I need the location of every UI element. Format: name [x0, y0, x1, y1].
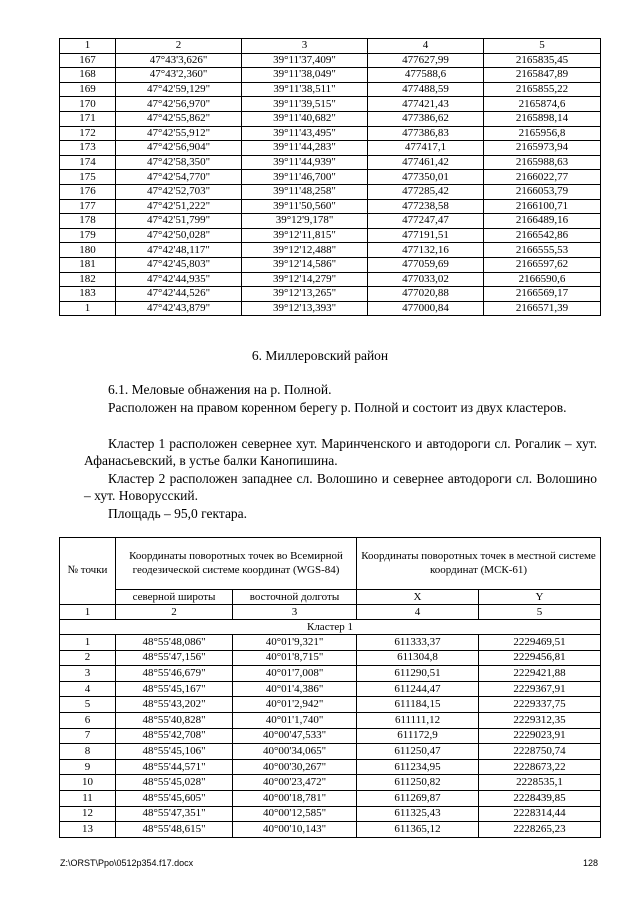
table-cell: 48°55'45,605"	[116, 790, 233, 806]
table-row	[60, 728, 601, 744]
table-row	[60, 635, 601, 651]
table-cell: 40°01'8,715"	[233, 650, 357, 666]
table-row	[60, 666, 601, 682]
table-row	[60, 68, 601, 83]
table-cell: 6	[60, 712, 116, 728]
table-cell: 47°42'52,703"	[116, 184, 242, 199]
table-cell: 48°55'47,156"	[116, 650, 233, 666]
table-cell: 2166597,62	[484, 257, 601, 272]
table-cell: 47°42'59,129"	[116, 82, 242, 97]
table1-body	[60, 39, 601, 316]
table-cell: 5	[60, 697, 116, 713]
table-cell: 39°12'11,815"	[242, 228, 368, 243]
table-cell: 39°12'9,178"	[242, 214, 368, 229]
table-cell: 2166100,71	[484, 199, 601, 214]
table2-subheader-row	[60, 590, 601, 605]
table2-numbering-row	[60, 605, 601, 620]
table-cell: 477461,42	[368, 155, 484, 170]
table-cell: 40°00'47,533"	[233, 728, 357, 744]
page-number: 128	[583, 858, 599, 868]
table-row	[60, 301, 601, 316]
location-paragraph: Расположен на правом коренном берегу р. Полной и состоит из двух кластеров.	[108, 400, 567, 415]
table-row	[60, 228, 601, 243]
table-cell: 611250,82	[357, 775, 479, 791]
table-cell: 477033,02	[368, 272, 484, 287]
table-cell: 1	[60, 635, 116, 651]
table-cell: 40°00'12,585"	[233, 806, 357, 822]
table-cell: 39°11'40,682"	[242, 111, 368, 126]
table2-header-row	[60, 538, 601, 590]
table-cell: 2165847,89	[484, 68, 601, 83]
table-cell: 181	[60, 257, 116, 272]
table-cell: 173	[60, 141, 116, 156]
table-cell: 477247,47	[368, 214, 484, 229]
numbering-cell: 2	[116, 605, 233, 620]
table-cell: 2166555,53	[484, 243, 601, 258]
table-cell: 2166489,16	[484, 214, 601, 229]
table-cell: 47°42'43,879"	[116, 301, 242, 316]
table-cell: 477238,58	[368, 199, 484, 214]
table-cell: 40°01'1,740"	[233, 712, 357, 728]
table-cell: 2229023,91	[479, 728, 601, 744]
table-row	[60, 790, 601, 806]
table-row	[60, 775, 601, 791]
table-cell: 12	[60, 806, 116, 822]
table-cell: 2165898,14	[484, 111, 601, 126]
table-cell: 2229456,81	[479, 650, 601, 666]
table-cell: 7	[60, 728, 116, 744]
table-row	[60, 759, 601, 775]
table-cell: 477285,42	[368, 184, 484, 199]
table-cell: 47°42'44,935"	[116, 272, 242, 287]
table-cell: 40°01'9,321"	[233, 635, 357, 651]
table-cell: 39°12'12,488"	[242, 243, 368, 258]
footer-file-path: Z:\ORST\Ppo\0512p354.f17.docx	[60, 858, 194, 868]
table-cell: 40°00'10,143"	[233, 822, 357, 838]
table-cell: 10	[60, 775, 116, 791]
area-paragraph: Площадь – 95,0 гектара.	[108, 506, 248, 521]
table-cell: 611333,37	[357, 635, 479, 651]
table-cell: 47°43'3,626"	[116, 53, 242, 68]
numbering-cell: 5	[479, 605, 601, 620]
table-cell: 611365,12	[357, 822, 479, 838]
table-cell: 48°55'45,167"	[116, 681, 233, 697]
table-cell: 611250,47	[357, 744, 479, 760]
table-row	[60, 82, 601, 97]
table-cell: 2165835,45	[484, 53, 601, 68]
table-cell: 477191,51	[368, 228, 484, 243]
table-cell: 11	[60, 790, 116, 806]
table-cell: 4	[60, 681, 116, 697]
table-cell: 477386,62	[368, 111, 484, 126]
table-cell: 48°55'45,106"	[116, 744, 233, 760]
table-row	[60, 287, 601, 302]
table-cell: 2165973,94	[484, 141, 601, 156]
table-cell: 477059,69	[368, 257, 484, 272]
coordinates-table-cluster	[59, 537, 601, 838]
wgs-header: Координаты поворотных точек во Всемирной геодезической системе координат (WGS-84)	[116, 538, 357, 590]
table-cell: 2165855,22	[484, 82, 601, 97]
table-cell: 179	[60, 228, 116, 243]
table-cell: 2	[60, 650, 116, 666]
table-cell: 1	[60, 301, 116, 316]
table-cell: 48°55'44,571"	[116, 759, 233, 775]
table-cell: 48°55'46,679"	[116, 666, 233, 682]
table-cell: 477488,59	[368, 82, 484, 97]
table-cell: 611304,8	[357, 650, 479, 666]
table-cell: 611234,95	[357, 759, 479, 775]
table1-header-cell: 2	[116, 39, 242, 54]
table-cell: 178	[60, 214, 116, 229]
table-cell: 39°11'39,515"	[242, 97, 368, 112]
table-cell: 2166569,17	[484, 287, 601, 302]
table-cell: 47°42'54,770"	[116, 170, 242, 185]
table-cell: 2165988,63	[484, 155, 601, 170]
table-cell: 39°12'14,279"	[242, 272, 368, 287]
table-cell: 611244,47	[357, 681, 479, 697]
table-cell: 2229337,75	[479, 697, 601, 713]
table-row	[60, 170, 601, 185]
table-cell: 47°42'51,799"	[116, 214, 242, 229]
table-cell: 2229469,51	[479, 635, 601, 651]
table1-header-cell: 1	[60, 39, 116, 54]
table2-body	[60, 538, 601, 838]
table-cell: 2166542,86	[484, 228, 601, 243]
x-header: X	[357, 590, 479, 605]
msk-header: Координаты поворотных точек в местной системе координат (МСК-61)	[357, 538, 601, 590]
table-row	[60, 681, 601, 697]
table-cell: 47°42'45,803"	[116, 257, 242, 272]
table-cell: 611269,87	[357, 790, 479, 806]
table-cell: 611111,12	[357, 712, 479, 728]
table-cell: 477000,84	[368, 301, 484, 316]
table-cell: 39°12'13,265"	[242, 287, 368, 302]
section-title: 6. Миллеровский район	[251, 348, 389, 363]
table-cell: 2228673,22	[479, 759, 601, 775]
table-row	[60, 744, 601, 760]
table-cell: 47°42'48,117"	[116, 243, 242, 258]
table-cell: 13	[60, 822, 116, 838]
cluster2-paragraph: Кластер 2 расположен западнее сл. Волошино и севернее автодороги сл. Волошино – хут. Новорусский.	[84, 471, 597, 503]
table-cell: 47°42'56,970"	[116, 97, 242, 112]
table-row	[60, 806, 601, 822]
table-cell: 48°55'45,028"	[116, 775, 233, 791]
table-row	[60, 97, 601, 112]
table-row	[60, 141, 601, 156]
table-row	[60, 126, 601, 141]
numbering-cell: 1	[60, 605, 116, 620]
table-cell: 611172,9	[357, 728, 479, 744]
table-cell: 3	[60, 666, 116, 682]
table-cell: 39°11'44,939"	[242, 155, 368, 170]
table-cell: 2228535,1	[479, 775, 601, 791]
table-row	[60, 53, 601, 68]
cluster1-paragraph: Кластер 1 расположен севернее хут. Маринченского и автодороги сл. Рогалик – хут. Афанасьевский, в устье балки Канопишина.	[84, 436, 597, 468]
table-cell: 2229312,35	[479, 712, 601, 728]
table-cell: 39°12'14,586"	[242, 257, 368, 272]
table-cell: 2229421,88	[479, 666, 601, 682]
table-cell: 47°42'51,222"	[116, 199, 242, 214]
table-row	[60, 712, 601, 728]
table-cell: 40°00'18,781"	[233, 790, 357, 806]
table-cell: 477417,1	[368, 141, 484, 156]
table-row	[60, 243, 601, 258]
longitude-header: восточной долготы	[233, 590, 357, 605]
table-cell: 2228750,74	[479, 744, 601, 760]
subsection-heading: 6.1. Меловые обнажения на р. Полной.	[108, 382, 332, 397]
table-cell: 48°55'48,615"	[116, 822, 233, 838]
table-cell: 167	[60, 53, 116, 68]
table-cell: 177	[60, 199, 116, 214]
table-cell: 39°11'37,409"	[242, 53, 368, 68]
table-cell: 47°42'58,350"	[116, 155, 242, 170]
table-cell: 2165956,8	[484, 126, 601, 141]
table-cell: 48°55'47,351"	[116, 806, 233, 822]
table-cell: 47°42'44,526"	[116, 287, 242, 302]
table-row	[60, 214, 601, 229]
table-cell: 477421,43	[368, 97, 484, 112]
table-cell: 47°42'55,912"	[116, 126, 242, 141]
table-cell: 40°00'30,267"	[233, 759, 357, 775]
y-header: Y	[479, 590, 601, 605]
cluster-label: Кластер 1	[60, 620, 601, 635]
latitude-header: северной широты	[116, 590, 233, 605]
table-cell: 47°42'56,904"	[116, 141, 242, 156]
table-cell: 40°01'4,386"	[233, 681, 357, 697]
table-cell: 170	[60, 97, 116, 112]
table-cell: 2166022,77	[484, 170, 601, 185]
table-cell: 172	[60, 126, 116, 141]
table-cell: 477350,01	[368, 170, 484, 185]
table-row	[60, 111, 601, 126]
table-cell: 171	[60, 111, 116, 126]
numbering-cell: 4	[357, 605, 479, 620]
table-cell: 175	[60, 170, 116, 185]
table-cell: 477588,6	[368, 68, 484, 83]
table-row	[60, 184, 601, 199]
table-row	[60, 257, 601, 272]
table-cell: 2229367,91	[479, 681, 601, 697]
point-number-header: № точки	[60, 538, 116, 605]
table-cell: 39°11'46,700"	[242, 170, 368, 185]
table-cell: 39°11'38,511"	[242, 82, 368, 97]
table-cell: 9	[60, 759, 116, 775]
table-cell: 169	[60, 82, 116, 97]
table-cell: 477627,99	[368, 53, 484, 68]
table-cell: 2228439,85	[479, 790, 601, 806]
table-cell: 174	[60, 155, 116, 170]
table-cell: 40°00'34,065"	[233, 744, 357, 760]
table-cell: 48°55'48,086"	[116, 635, 233, 651]
table-cell: 183	[60, 287, 116, 302]
table-cell: 168	[60, 68, 116, 83]
table-cell: 40°00'23,472"	[233, 775, 357, 791]
table-cell: 39°11'38,049"	[242, 68, 368, 83]
table-cell: 47°42'50,028"	[116, 228, 242, 243]
table-cell: 39°12'13,393"	[242, 301, 368, 316]
numbering-cell: 3	[233, 605, 357, 620]
table-cell: 39°11'50,560"	[242, 199, 368, 214]
table-cell: 48°55'40,828"	[116, 712, 233, 728]
table-cell: 40°01'7,008"	[233, 666, 357, 682]
table1-header-cell: 5	[484, 39, 601, 54]
table-cell: 39°11'48,258"	[242, 184, 368, 199]
table-cell: 477386,83	[368, 126, 484, 141]
table-row	[60, 697, 601, 713]
table-cell: 47°42'55,862"	[116, 111, 242, 126]
table1-header-row	[60, 39, 601, 54]
table-cell: 611290,51	[357, 666, 479, 682]
table-cell: 611184,15	[357, 697, 479, 713]
table-cell: 40°01'2,942"	[233, 697, 357, 713]
table-row	[60, 272, 601, 287]
table-cell: 477132,16	[368, 243, 484, 258]
table-cell: 47°43'2,360"	[116, 68, 242, 83]
table-row	[60, 155, 601, 170]
table-cell: 39°11'44,283"	[242, 141, 368, 156]
table1-header-cell: 4	[368, 39, 484, 54]
table-cell: 2166053,79	[484, 184, 601, 199]
table-cell: 180	[60, 243, 116, 258]
table-cell: 182	[60, 272, 116, 287]
table-cell: 2166590,6	[484, 272, 601, 287]
table-cell: 2166571,39	[484, 301, 601, 316]
table-cell: 48°55'42,708"	[116, 728, 233, 744]
table-cell: 2165874,6	[484, 97, 601, 112]
table-cell: 477020,88	[368, 287, 484, 302]
table-cell: 2228314,44	[479, 806, 601, 822]
table-cell: 176	[60, 184, 116, 199]
table-cell: 611325,43	[357, 806, 479, 822]
table-row	[60, 199, 601, 214]
table-cell: 39°11'43,495"	[242, 126, 368, 141]
cluster-label-row	[60, 620, 601, 635]
table-cell: 8	[60, 744, 116, 760]
table-row	[60, 822, 601, 838]
coordinates-table-continued	[59, 38, 601, 316]
table-cell: 48°55'43,202"	[116, 697, 233, 713]
table-cell: 2228265,23	[479, 822, 601, 838]
table1-header-cell: 3	[242, 39, 368, 54]
table-row	[60, 650, 601, 666]
